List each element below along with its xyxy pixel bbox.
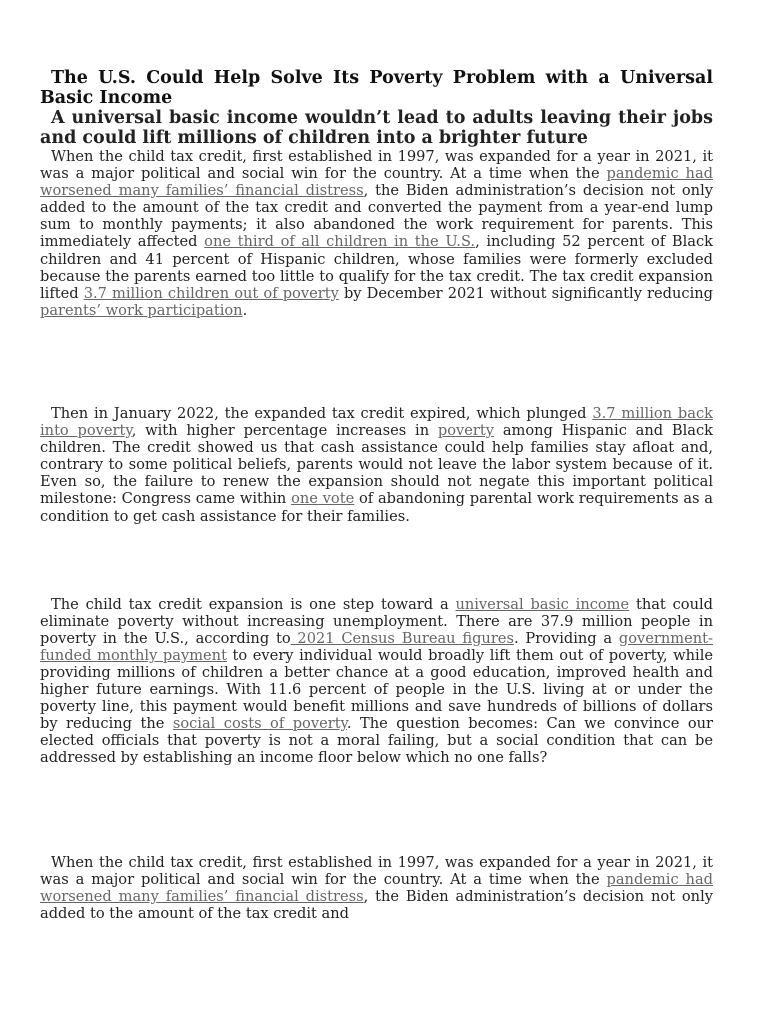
link-poverty[interactable]: poverty — [437, 422, 495, 440]
paragraph-text: , with higher percentage increases in — [131, 422, 438, 440]
link-universal-basic-income[interactable]: universal basic income — [455, 595, 630, 613]
paragraph-text: , the Biden administration’s decision not only added to the amount of the tax credit and — [40, 887, 713, 922]
spacer — [40, 525, 713, 596]
paragraph-text: . — [242, 301, 248, 319]
link-social-costs-of-poverty[interactable]: social costs of poverty — [172, 715, 347, 733]
paragraph-text: Then in January 2022, the expanded tax credit expired, which plunged — [51, 404, 593, 422]
paragraph-text: among Hispanic and Black children. The credit showed us that cash assistance could help families stay afloat and, contrary to some political beliefs, parents would not leave the labor system because of it. Even so, the failure to renew the expansion should not negate this important political milestone: Congress came within — [40, 422, 714, 508]
link-children-out-of-poverty[interactable]: 3.7 million children out of poverty — [83, 284, 339, 302]
link-parents-work-participation[interactable]: parents’ work participation — [40, 301, 243, 319]
paragraph-text: by December 2021 without significantly reducing — [338, 284, 713, 302]
link-census-figures[interactable]: 2021 Census Bureau figures — [290, 629, 514, 647]
spacer — [40, 767, 713, 854]
link-pandemic-distress[interactable]: pandemic had worsened many families’ financial distress — [40, 165, 713, 200]
paragraph-text: to every individual would broadly lift them out of poverty, while providing millions of children a better chance at a good education, improved health and higher future earnings. With 11.6 percent of people in the U.S. living at or under the poverty line, this payment would benefit millions and save hundreds of billions of dollars by reducing the — [40, 646, 713, 733]
paragraph-text: . Providing a — [513, 629, 619, 647]
link-monthly-payment[interactable]: government-funded monthly payment — [40, 629, 713, 664]
paragraph-text: When the child tax credit, first established in 1997, was expanded for a year in 2021, it was a major political and social win for the country. At a time when the — [40, 148, 713, 183]
paragraph-text: that could eliminate poverty without increasing unemployment. There are 37.9 million people in poverty in the U.S., according to — [40, 595, 713, 647]
article-title: The U.S. Could Help Solve Its Poverty Problem with a Universal Basic Income — [40, 68, 713, 108]
paragraph-text: When the child tax credit, first established in 1997, was expanded for a year in 2021, it was a major political and social win for the country. At a time when the — [40, 853, 713, 888]
paragraph-text: , the Biden administration’s decision not only added to the amount of the tax credit and converted the payment from a year-end lump sum to monthly payments; it also abandoned the work requirement for parents. This immediately affected — [40, 182, 713, 251]
paragraph-1 — [40, 148, 713, 319]
link-back-into-poverty[interactable]: 3.7 million back into poverty — [40, 404, 713, 440]
paragraph-text: of abandoning parental work requirements as a condition to get cash assistance for their families. — [40, 490, 713, 525]
paragraph-2 — [40, 405, 713, 525]
link-one-third-children[interactable]: one third of all children in the U.S. — [204, 233, 476, 251]
article-subtitle: A universal basic income wouldn’t lead to adults leaving their jobs and could lift millions of children into a brighter future — [40, 108, 713, 148]
link-pandemic-distress-repeat[interactable]: pandemic had worsened many families’ financial distress — [40, 870, 713, 905]
paragraph-text: The child tax credit expansion is one step toward a — [51, 595, 456, 613]
article — [40, 68, 713, 922]
paragraph-3 — [40, 596, 713, 767]
paragraph-text: . The question becomes: Can we convince our elected officials that poverty is not a moral failing, but a social condition that can be addressed by establishing an income floor below which no one falls? — [40, 715, 713, 767]
paragraph-4 — [40, 854, 713, 922]
paragraph-text: , including 52 percent of Black children and 41 percent of Hispanic children, whose families were formerly excluded because the parents earned too little to qualify for the tax credit. The tax credit expansion lifted — [40, 233, 713, 302]
link-one-vote[interactable]: one vote — [291, 490, 355, 508]
spacer — [40, 319, 713, 405]
